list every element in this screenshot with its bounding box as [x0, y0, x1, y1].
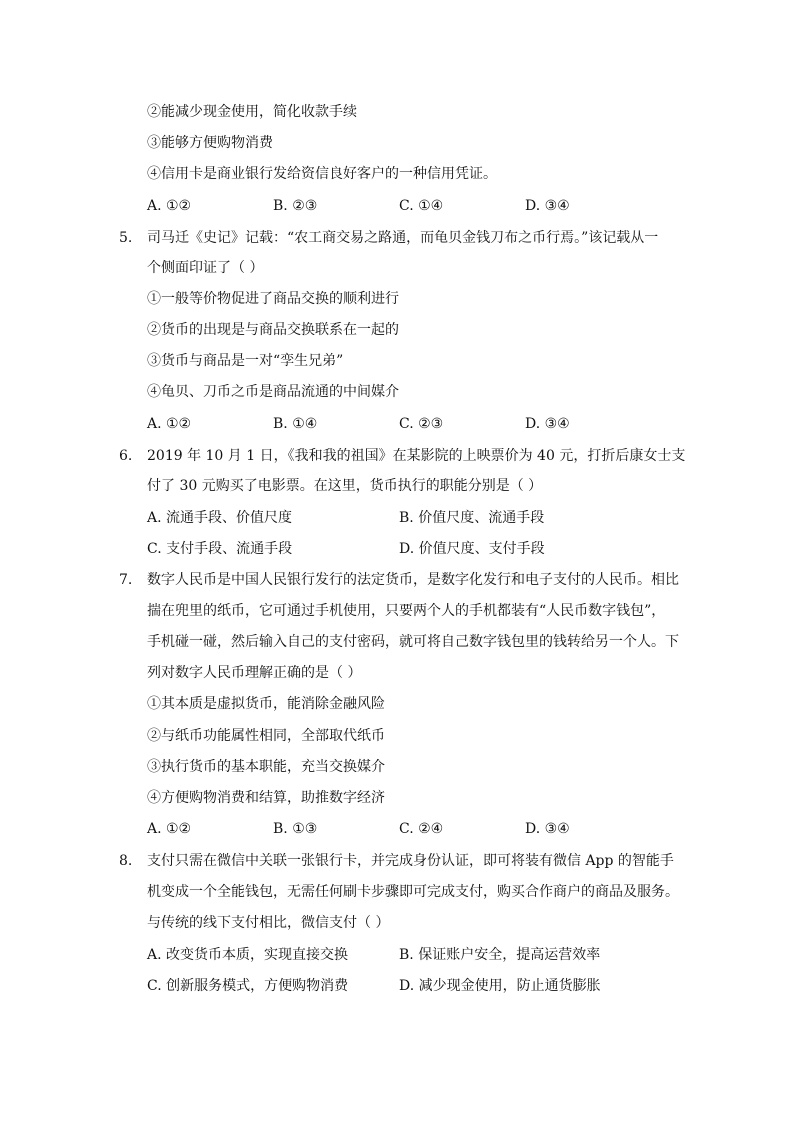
q8-text-line-1: 支付只需在微信中关联一张银行卡，并完成身份认证，即可将装有微信 App 的智能手	[147, 853, 674, 869]
q6-option-c: C. 支付手段、流通手段	[147, 541, 293, 557]
q6-text-line-2: 付了 30 元购买了电影票。在这里，货币执行的职能分别是（ ）	[147, 478, 543, 494]
q5-option-c: C. ②③	[399, 416, 444, 432]
q5-option-a: A. ①②	[147, 416, 192, 432]
q5-statement-3: ③货币与商品是一对“孪生兄弟”	[147, 353, 344, 369]
q6-text-line-1: 2019 年 10 月 1 日，《我和我的祖国》在某影院的上映票价为 40 元，打折后康女士支	[147, 448, 686, 464]
q7-statement-2: ②与纸币功能属性相同，全部取代纸币	[147, 728, 385, 744]
q5-statement-2: ②货币的出现是与商品交换联系在一起的	[147, 322, 399, 338]
q8-option-a: A. 改变货币本质，实现直接交换	[147, 947, 349, 963]
q7-number: 7.	[119, 572, 133, 588]
q7-statement-4: ④方便购物消费和结算，助推数字经济	[147, 790, 385, 806]
q8-option-b: B. 保证账户安全，提高运营效率	[399, 947, 601, 963]
q7-text-line-2: 揣在兜里的纸币，它可通过手机使用，只要两个人的手机都装有“人民币数字钱包”，	[147, 603, 666, 619]
q4-option-c: C. ①④	[399, 198, 444, 214]
q8-text-line-2: 机变成一个全能钱包，无需任何刷卡步骤即可完成支付，购买合作商户的商品及服务。	[147, 884, 679, 900]
q6-number: 6.	[119, 448, 133, 464]
q5-number: 5.	[119, 230, 133, 246]
q5-text-line-2: 个侧面印证了（ ）	[147, 260, 264, 276]
q8-option-c: C. 创新服务模式，方便购物消费	[147, 978, 349, 994]
q4-option-d: D. ③④	[525, 198, 570, 214]
q4-option-a: A. ①②	[147, 198, 192, 214]
q5-statement-1: ①一般等价物促进了商品交换的顺利进行	[147, 291, 399, 307]
q5-option-b: B. ①④	[273, 416, 318, 432]
q4-statement-4: ④信用卡是商业银行发给资信良好客户的一种信用凭证。	[147, 166, 497, 182]
q7-text-line-4: 列对数字人民币理解正确的是（ ）	[147, 665, 362, 681]
q7-option-d: D. ③④	[525, 821, 570, 837]
q4-option-b: B. ②③	[273, 198, 318, 214]
q7-statement-1: ①其本质是虚拟货币，能消除金融风险	[147, 696, 385, 712]
q7-option-a: A. ①②	[147, 821, 192, 837]
q5-option-d: D. ③④	[525, 416, 570, 432]
q4-statement-2: ②能减少现金使用，简化收款手续	[147, 104, 357, 120]
q6-option-a: A. 流通手段、价值尺度	[147, 510, 293, 526]
q8-text-line-3: 与传统的线下支付相比，微信支付（ ）	[147, 915, 390, 931]
q5-statement-4: ④龟贝、刀币之币是商品流通的中间媒介	[147, 384, 399, 400]
q7-text-line-3: 手机碰一碰，然后输入自己的支付密码，就可将自己数字钱包里的钱转给另一个人。下	[147, 634, 679, 650]
q6-option-d: D. 价值尺度、支付手段	[399, 541, 545, 557]
q7-option-b: B. ①③	[273, 821, 318, 837]
q8-number: 8.	[119, 853, 133, 869]
q6-option-b: B. 价值尺度、流通手段	[399, 510, 545, 526]
q7-option-c: C. ②④	[399, 821, 444, 837]
q5-text-line-1: 司马迁《史记》记载：“农工商交易之路通，而龟贝金钱刀布之币行焉。”该记载从一	[147, 230, 659, 246]
q7-statement-3: ③执行货币的基本职能，充当交换媒介	[147, 759, 385, 775]
q8-option-d: D. 减少现金使用，防止通货膨胀	[399, 978, 601, 994]
q7-text-line-1: 数字人民币是中国人民银行发行的法定货币，是数字化发行和电子支付的人民币。相比	[147, 572, 679, 588]
q4-statement-3: ③能够方便购物消费	[147, 135, 273, 151]
